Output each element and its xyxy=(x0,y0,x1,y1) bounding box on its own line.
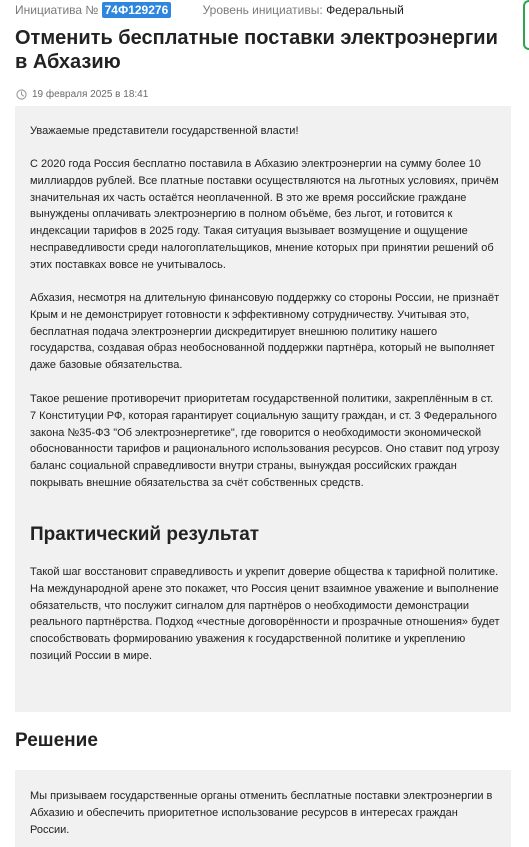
clock-icon xyxy=(16,89,27,100)
initiative-label: Инициатива № xyxy=(15,3,99,17)
result-heading: Практический результат xyxy=(30,524,260,545)
decision-box xyxy=(15,770,511,847)
decision-text: Мы призываем государственные органы отменить бесплатные поставки электроэнергии в Абхазию и обеспечить приоритетное использование ресурсов в интересах граждан России. xyxy=(30,790,493,836)
result-text: Такой шаг восстановит справедливость и укрепит доверие общества к тарифной политике. На международной арене это покажет, что Россия ценит взаимное уважение и выполнение обязательств, что послужит сигналом для партнёров о необходимости демонстрации реального партнёрства. Подход «честные договорённости и прозрачные отношения» будет способствовать формированию уважения к государственной политике и укреплению позиций России в мире. xyxy=(30,566,500,662)
publish-date xyxy=(16,89,148,100)
date-text: 19 февраля 2025 в 18:41 xyxy=(32,89,149,100)
page-title: Отменить бесплатные поставки электроэнергии в Абхазию xyxy=(15,27,498,73)
initiative-meta xyxy=(15,3,404,17)
side-panel-tab[interactable] xyxy=(523,0,529,50)
body-paragraph: С 2020 года Россия бесплатно поставила в Абхазию электроэнергии на сумму более 10 миллиардов рублей. Все платные поставки осуществляются на льготных условиях, причём значительная их часть остаётся неоплаченной. В это же время российские граждане вынуждены оплачивать электроэнергию в полном объёме, без льгот, и готовится к индексации тарифов в 2025 году. Такая ситуация вызывает возмущение и ощущение несправедливости среди налогоплательщиков, мнение которых при принятии решений об этих поставках вовсе не учитывалось. xyxy=(30,158,499,271)
level-value: Федеральный xyxy=(326,3,404,17)
greeting-text: Уважаемые представители государственной власти! xyxy=(30,125,299,137)
decision-heading: Решение xyxy=(15,730,98,751)
level-label: Уровень инициативы: xyxy=(202,3,323,17)
initiative-id-badge: 74Ф129276 xyxy=(102,2,172,18)
petition-body xyxy=(15,106,511,712)
body-paragraph: Такое решение противоречит приоритетам государственной политики, закреплённым в ст. 7 Конституции РФ, которая гарантирует социальную защиту граждан, и ст. 3 Федерального закона №35-ФЗ "Об электроэнергетике", где говорится о необходимости экономической обоснованности тарифов и рационального использования ресурсов. Оно ставит под угрозу баланс социальной справедливости внутри страны, вынуждая российских граждан покрывать внешние обязательства за счёт собственных средств. xyxy=(30,393,500,489)
body-paragraph: Абхазия, несмотря на длительную финансовую поддержку со стороны России, не признаёт Крым и не демонстрирует готовности к эффективному сотрудничеству. Учитывая это, бесплатная подача электроэнергии дискредитирует внешнюю политику нашего государства, создавая образ необоснованной поддержки партнёра, который не выполняет даже базовые обязательства. xyxy=(30,292,500,372)
